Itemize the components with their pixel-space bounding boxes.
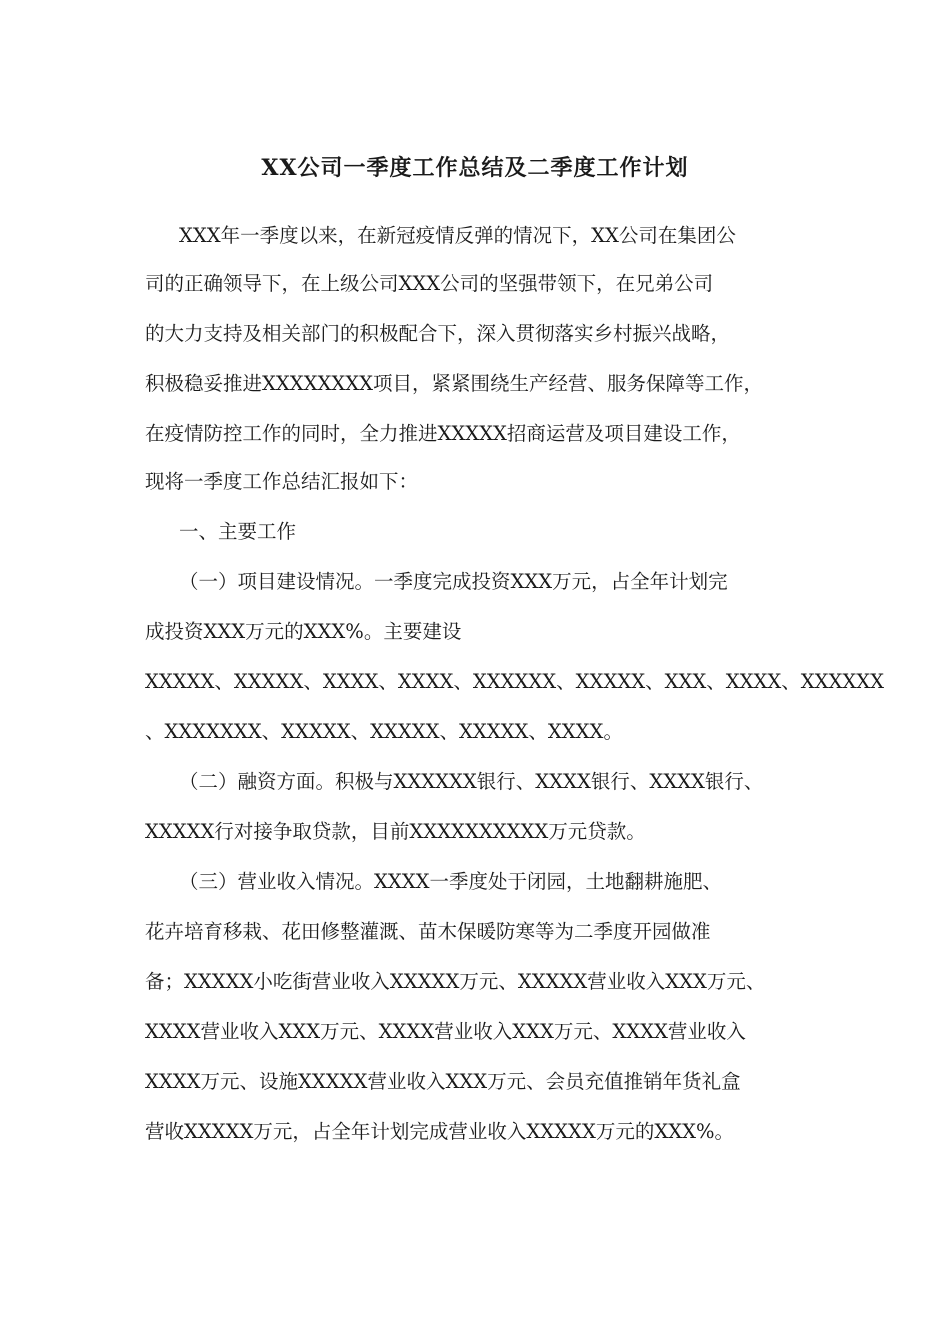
paragraph-line: 现将一季度工作总结汇报如下：	[145, 470, 419, 493]
paragraph-line: 备；XXXXX小吃街营业收入XXXXX万元、XXXXX营业收入XXX万元、	[145, 970, 766, 993]
paragraph-line: 成投资XXX万元的XXX%。主要建设	[145, 620, 462, 643]
paragraph-line: 积极稳妥推进XXXXXXXX项目，紧紧围绕生产经营、服务保障等工作，	[145, 372, 764, 395]
paragraph-line: （二）融资方面。积极与XXXXXX银行、XXXX银行、XXXX银行、	[179, 770, 764, 793]
paragraph-line: 、XXXXXXX、XXXXX、XXXXX、XXXXX、XXXX。	[145, 720, 623, 743]
paragraph-line: XXXXX行对接争取贷款，目前XXXXXXXXXX万元贷款。	[145, 820, 646, 843]
paragraph-line: （三）营业收入情况。XXXX一季度处于闭园，土地翻耕施肥、	[179, 870, 723, 893]
paragraph-line: 司的正确领导下，在上级公司XXX公司的坚强带领下，在兄弟公司	[145, 272, 714, 295]
paragraph-line: XXXX万元、设施XXXXX营业收入XXX万元、会员充值推销年货礼盒	[145, 1070, 741, 1093]
paragraph-line: 在疫情防控工作的同时，全力推进XXXXX招商运营及项目建设工作，	[145, 422, 741, 445]
paragraph-line: 营收XXXXX万元，占全年计划完成营业收入XXXXX万元的XXX%。	[145, 1120, 734, 1143]
paragraph-line: 花卉培育移栽、花田修整灌溉、苗木保暖防寒等为二季度开园做准	[145, 920, 711, 943]
document-title: XX公司一季度工作总结及二季度工作计划	[261, 155, 689, 181]
section-heading: 一、主要工作	[179, 520, 297, 543]
paragraph-line: XXXXX、XXXXX、XXXX、XXXX、XXXXXX、XXXXX、XXX、XXXX、XXXXXX	[145, 670, 885, 693]
paragraph-line: XXXX营业收入XXX万元、XXXX营业收入XXX万元、XXXX营业收入	[145, 1020, 746, 1043]
paragraph-line: （一）项目建设情况。一季度完成投资XXX万元，占全年计划完	[179, 570, 728, 593]
paragraph-line: 的大力支持及相关部门的积极配合下，深入贯彻落实乡村振兴战略，	[145, 322, 731, 345]
paragraph-line: XXX年一季度以来，在新冠疫情反弹的情况下，XX公司在集团公	[179, 224, 736, 247]
